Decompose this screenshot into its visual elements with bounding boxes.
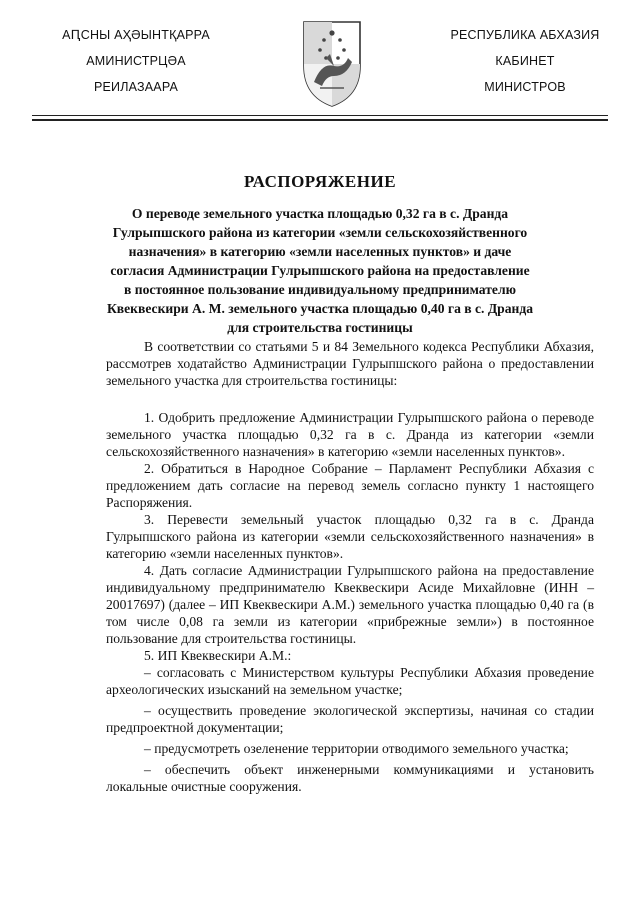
subitem-3: – предусмотреть озеленение территории отводимого земельного участка; xyxy=(144,741,569,756)
subitem-1: – согласовать с Министерством культуры Республики Абхазия проведение археологических изысканий на земельном участке; xyxy=(106,665,594,697)
header-left-line-3: РЕИЛАЗААРА xyxy=(93,80,179,94)
header-left-line-1: АԤСНЫ АҲӘЫНТҚАРРА xyxy=(62,28,210,42)
header-right-russian xyxy=(430,22,620,100)
header-divider-thick xyxy=(32,119,608,121)
item-1: 1. Одобрить предложение Администрации Гулрыпшского района о переводе земельного участка площадью 0,32 га в с. Дранда из категории «земли сельскохозяйственного назначения» в категорию «земли населенных пунктов». xyxy=(106,410,594,459)
item-2: 2. Обратиться в Народное Собрание – Парламент Республики Абхазия с предложением дать согласие на перевод земель согласно пункту 1 настоящего Распоряжения. xyxy=(106,461,594,510)
item-3: 3. Перевести земельный участок площадью 0,32 га в с. Дранда Гулрыпшского района из категории «земли сельскохозяйственного назначения» в категорию «земли населенных пунктов». xyxy=(106,512,594,561)
subitem-4: – обеспечить объект инженерными коммуникациями и установить локальные очистные сооружения. xyxy=(106,762,594,794)
document-title: РАСПОРЯЖЕНИЕ xyxy=(243,172,397,191)
document-subject: О переводе земельного участка площадью 0,32 га в с. Дранда Гулрыпшского района из категории «земли сельскохозяйственного назначения» в категорию «земли населенных пунктов» и даче согласия Администрации Гулрыпшского района на предоставление в постоянное пользование индивидуальному предпринимателю Квеквескири А. М. земельного участка площадью 0,40 га в с. Дранда для строительства гостиницы xyxy=(106,206,534,335)
header-left-line-2: АМИНИСТРЦӘА xyxy=(86,54,186,68)
header-divider-thin xyxy=(32,115,608,116)
document-body xyxy=(106,338,594,795)
header-right-line-1: РЕСПУБЛИКА АБХАЗИЯ xyxy=(450,28,600,42)
subitem-2: – осуществить проведение экологической экспертизы, начиная со стадии предпроектной документации; xyxy=(106,703,594,735)
item-4: 4. Дать согласие Администрации Гулрыпшского района на предоставление индивидуальному предпринимателю Квеквескири Асиде Михайловне (ИНН – 20017697) (далее – ИП Квеквескири А.М.) земельного участка площадью 0,40 га (в том числе 0,08 га земли из категории «прибрежные земли») в постоянное пользование для строительства гостиницы. xyxy=(106,563,594,646)
header-right-line-3: МИНИСТРОВ xyxy=(484,80,566,94)
header-left-abkhaz xyxy=(36,22,236,100)
abkhazia-coat-of-arms-icon xyxy=(300,18,364,108)
item-5: 5. ИП Квеквескири А.М.: xyxy=(144,648,292,663)
preamble-paragraph: В соответствии со статьями 5 и 84 Земельного кодекса Республики Абхазия, рассмотрев ходатайство Администрации Гулрыпшского района о предоставлении земельного участка для строительства гостиницы: xyxy=(106,339,594,388)
header-right-line-2: КАБИНЕТ xyxy=(495,54,555,68)
